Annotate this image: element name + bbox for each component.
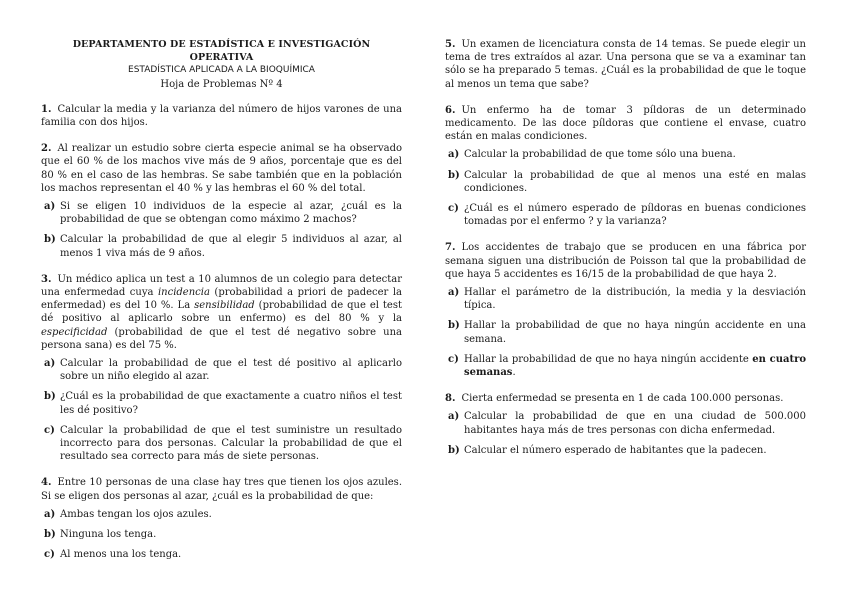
item-text: Hallar el parámetro de la distribución, la media y la desviación típica. xyxy=(464,287,806,312)
problem-text: (probabilidad de que el test dé negativo sobre una persona sana) es del 75 %. xyxy=(41,326,402,351)
item-label: a) xyxy=(44,508,56,520)
problem-number: 7. xyxy=(445,242,456,254)
right-column xyxy=(445,38,806,470)
list-item xyxy=(445,202,806,228)
problem-7 xyxy=(445,241,806,379)
item-text: Calcular la probabilidad de que el test dé positivo al aplicarlo sobre un niño elegido al azar. xyxy=(60,358,402,383)
item-label: c) xyxy=(44,424,55,436)
item-label: a) xyxy=(448,411,460,423)
item-text: Calcular el número esperado de habitantes que la padecen. xyxy=(464,444,767,456)
emphasis-incidencia: incidencia xyxy=(157,287,210,299)
item-label: b) xyxy=(44,529,56,541)
item-text: Calcular la probabilidad de que al menos una esté en malas condiciones. xyxy=(464,169,806,194)
list-item xyxy=(41,233,402,259)
item-text: Ninguna los tenga. xyxy=(60,529,157,541)
problem-5 xyxy=(445,38,806,91)
item-text: Calcular la probabilidad de que tome sólo una buena. xyxy=(464,149,736,161)
item-label: c) xyxy=(44,549,55,561)
list-item xyxy=(41,548,402,561)
problem-text: Cierta enfermedad se presenta en 1 de cada 100.000 personas. xyxy=(461,393,784,405)
problem-text: Al realizar un estudio sobre cierta especie animal se ha observado que el 60 % de los machos vive más de 9 años, porcentaje que es del 80 % en el caso de las hembras. Se sabe también que en la población los machos representan el 40 % y las hembras el 60 % del total. xyxy=(41,143,402,194)
list-item xyxy=(445,410,806,436)
item-label: b) xyxy=(448,444,460,456)
problem-number: 6. xyxy=(445,104,456,116)
item-label: c) xyxy=(448,203,459,215)
item-label: a) xyxy=(448,149,460,161)
item-text: Hallar la probabilidad de que no haya ningún accidente en una semana. xyxy=(464,320,806,345)
item-label: b) xyxy=(448,320,460,332)
list-item xyxy=(41,357,402,383)
problem-text: (probabilidad de que el test dé positivo al aplicarlo sobre un enfermo) es del 80 % y la xyxy=(41,300,402,325)
problem-number: 5. xyxy=(445,39,456,50)
item-label: a) xyxy=(44,201,56,213)
emphasis-sensibilidad: sensibilidad xyxy=(194,300,255,312)
problem-2 xyxy=(41,142,402,260)
item-text: Hallar la probabilidad de que no haya ningún accidente xyxy=(464,353,753,365)
item-text-end: . xyxy=(512,367,516,379)
problem-number: 8. xyxy=(445,393,456,405)
item-text: Ambas tengan los ojos azules. xyxy=(60,508,212,520)
list-item xyxy=(445,169,806,195)
item-text: Si se eligen 10 individuos de la especie al azar, ¿cuál es la probabilidad de que se obtengan como máximo 2 machos? xyxy=(60,201,402,226)
list-item xyxy=(41,200,402,226)
list-item xyxy=(445,148,806,161)
problem-text: Entre 10 personas de una clase hay tres que tienen los ojos azules. Si se eligen dos personas al azar, ¿cuál es la probabilidad de que: xyxy=(41,477,402,502)
problem-text: Un médico aplica un test a 10 alumnos de un colegio para detectar una enfermedad cuya xyxy=(41,273,402,299)
emphasis-especificidad: especificidad xyxy=(41,326,108,338)
list-item xyxy=(41,528,402,541)
left-column xyxy=(41,38,402,575)
list-item xyxy=(41,390,402,416)
problem-3 xyxy=(41,273,402,464)
list-item xyxy=(445,353,806,379)
list-item xyxy=(445,286,806,312)
item-label: a) xyxy=(448,287,460,299)
problem-text: (probabilidad a priori de padecer la enfermedad) es del 10 %. La xyxy=(41,287,402,312)
item-text: ¿Cuál es la probabilidad de que exactamente a cuatro niños el test les dé positivo? xyxy=(60,391,402,416)
department-title: DEPARTAMENTO DE ESTADÍSTICA E INVESTIGACIÓN OPERATIVA xyxy=(72,39,371,64)
problem-text: Un examen de licenciatura consta de 14 temas. Se puede elegir un tema de tres extraídos al azar. Una persona que se va a examinar tan sólo se ha preparado 5 temas. ¿Cuál es la probabilidad de que le toque al menos un tema que sabe? xyxy=(445,39,806,90)
list-item xyxy=(41,424,402,464)
item-text: Al menos una los tenga. xyxy=(60,549,182,561)
item-text: Calcular la probabilidad de que el test suministre un resultado incorrecto para dos personas. Calcular la probabilidad de que el resultado sea correcto para más de siete personas. xyxy=(60,424,402,463)
problem-number: 2. xyxy=(41,143,52,155)
item-label: b) xyxy=(44,391,56,403)
problem-4 xyxy=(41,476,402,561)
problem-number: 1. xyxy=(41,103,52,115)
problem-text: Los accidentes de trabajo que se producen en una fábrica por semana siguen una distribución de Poisson tal que la probabilidad de que haya 5 accidentes es 16/15 de la probabilidad de que haya 2. xyxy=(445,242,806,280)
item-label: a) xyxy=(44,358,56,370)
item-text: Calcular la probabilidad de que en una ciudad de 500.000 habitantes haya más de tres personas con dicha enfermedad. xyxy=(464,411,806,436)
item-text: Calcular la probabilidad de que al elegir 5 individuos al azar, al menos 1 viva más de 9 años. xyxy=(60,234,402,259)
problem-text: Calcular la media y la varianza del número de hijos varones de una familia con dos hijos. xyxy=(41,103,402,129)
item-label: b) xyxy=(44,234,56,246)
item-text: ¿Cuál es el número esperado de píldoras en buenas condiciones tomadas por el enfermo ? y la varianza? xyxy=(464,203,806,228)
list-item xyxy=(445,319,806,345)
item-bold-text: en cuatro semanas xyxy=(464,353,807,379)
problem-number: 4. xyxy=(41,477,52,489)
problem-8 xyxy=(445,392,806,457)
problem-6 xyxy=(445,104,806,229)
problem-text: Un enfermo ha de tomar 3 píldoras de un determinado medicamento. De las doce píldoras que contiene el envase, cuatro están en malas condiciones. xyxy=(445,104,806,143)
list-item xyxy=(445,444,806,457)
item-label: b) xyxy=(448,169,460,181)
problem-number: 3. xyxy=(41,273,52,285)
list-item xyxy=(41,508,402,521)
sheet-title: Hoja de Problemas Nº 4 xyxy=(160,78,283,90)
course-title: ESTADÍSTICA APLICADA A LA BIOQUÍMICA xyxy=(128,65,315,76)
document-header xyxy=(41,38,402,91)
problem-1 xyxy=(41,103,402,129)
item-label: c) xyxy=(448,353,459,365)
